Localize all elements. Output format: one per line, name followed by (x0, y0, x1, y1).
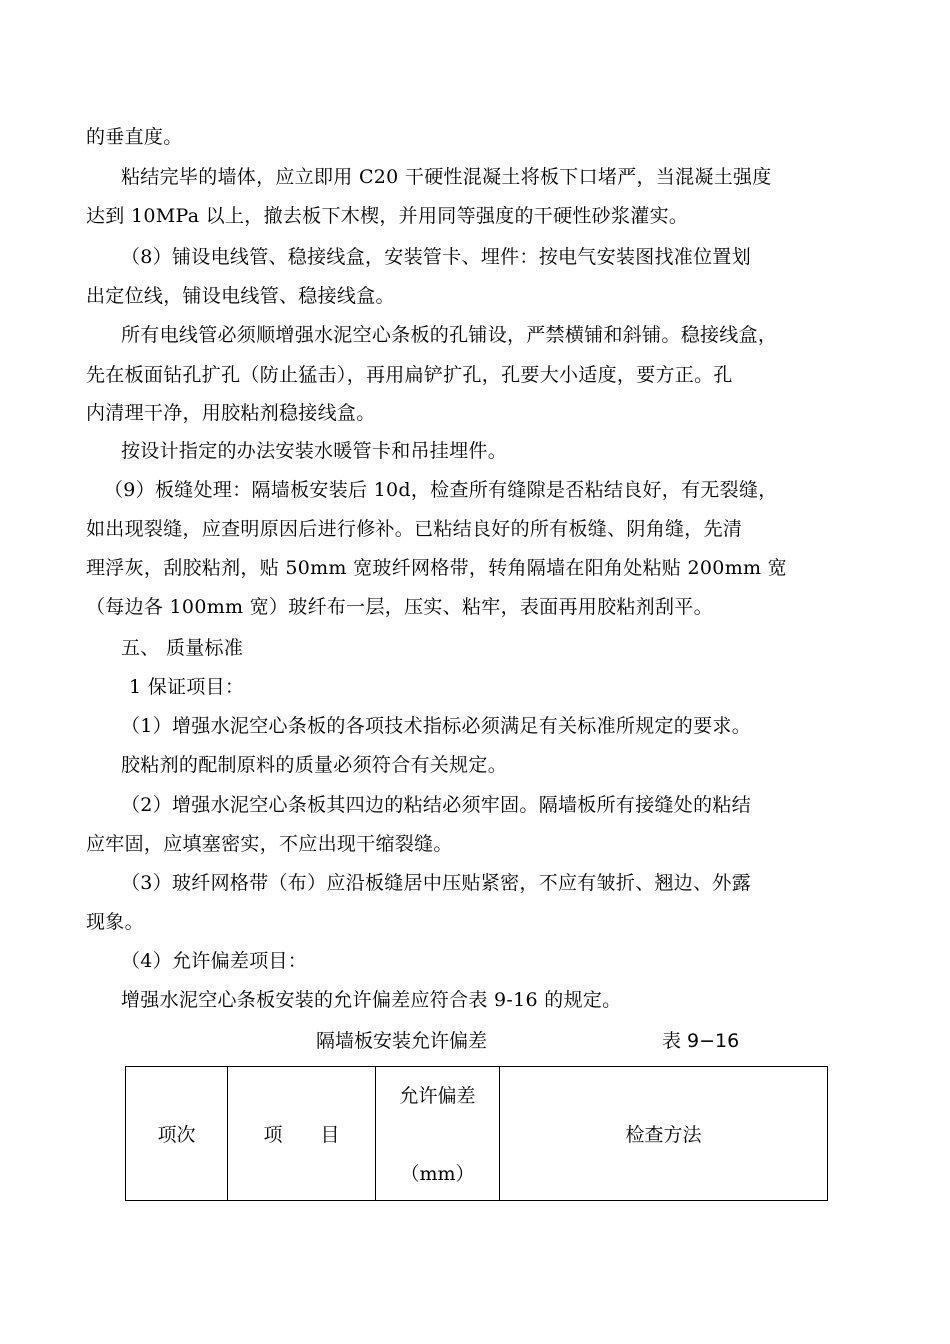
header-tolerance (376, 1067, 500, 1201)
text-line: 按设计指定的办法安装水暖管卡和吊挂埋件。 (121, 440, 508, 462)
text-line: （2）增强水泥空心条板其四边的粘结必须牢固。隔墙板所有接缝处的粘结 (121, 794, 751, 816)
header-method-label: 检查方法 (625, 1124, 702, 1146)
text-line: （8）铺设电线管、稳接线盒，安装管卡、埋件：按电气安装图找准位置划 (121, 246, 751, 268)
table-caption: 隔墙板安装允许偏差 (316, 1030, 488, 1052)
text-line: 粘结完毕的墙体，应立即用 C20 干硬性混凝土将板下口堵严，当混凝土强度 (121, 166, 772, 188)
text-line: 达到 10MPa 以上，撤去板下木楔，并用同等强度的干硬性砂浆灌实。 (86, 205, 689, 227)
text-line: （1）增强水泥空心条板的各项技术指标必须满足有关标准所规定的要求。 (121, 715, 751, 737)
header-item (228, 1067, 376, 1201)
text-line: 所有电线管必须顺增强水泥空心条板的孔铺设，严禁横铺和斜铺。稳接线盒， (121, 324, 778, 346)
text-line: 先在板面钻孔扩孔（防止猛击），再用扁铲扩孔，孔要大小适度，要方正。孔 (86, 364, 733, 386)
text-line: （9）板缝处理：隔墙板安装后 10d，检查所有缝隙是否粘结良好，有无裂缝， (104, 479, 778, 501)
text-line: 内清理干净，用胶粘剂稳接线盒。 (86, 402, 376, 424)
text-line: （每边各 100mm 宽）玻纤布一层，压实、粘牢，表面再用胶粘剂刮平。 (86, 596, 713, 618)
header-index-label: 项次 (157, 1124, 196, 1146)
header-index (126, 1067, 228, 1201)
header-item-label: 项 目 (263, 1124, 340, 1146)
text-line: 的垂直度。 (86, 126, 183, 148)
table-number: 表 9−16 (662, 1030, 740, 1052)
text-line: 现象。 (86, 911, 144, 933)
text-line: 理浮灰，刮胶粘剂，贴 50mm 宽玻纤网格带，转角隔墙在阳角处粘贴 200mm 宽 (86, 557, 787, 579)
subsection-heading: 1 保证项目： (129, 676, 245, 698)
header-tolerance-unit: （mm） (400, 1163, 475, 1185)
table-header-row (126, 1067, 828, 1201)
text-line: 出定位线，铺设电线管、稳接线盒。 (86, 285, 395, 307)
text-line: （3）玻纤网格带（布）应沿板缝居中压贴紧密，不应有皱折、翘边、外露 (121, 872, 751, 894)
header-tolerance-label: 允许偏差 (399, 1085, 476, 1107)
deviation-table (125, 1066, 828, 1201)
text-line: 如出现裂缝，应查明原因后进行修补。已粘结良好的所有板缝、阴角缝，先清 (86, 518, 743, 540)
text-line: （4）允许偏差项目： (121, 950, 308, 972)
text-line: 胶粘剂的配制原料的质量必须符合有关规定。 (121, 754, 508, 776)
text-line: 应牢固，应填塞密实，不应出现干缩裂缝。 (86, 833, 453, 855)
section-heading: 五、 质量标准 (121, 637, 244, 659)
header-method (500, 1067, 828, 1201)
text-line: 增强水泥空心条板安装的允许偏差应符合表 9-16 的规定。 (121, 989, 622, 1011)
